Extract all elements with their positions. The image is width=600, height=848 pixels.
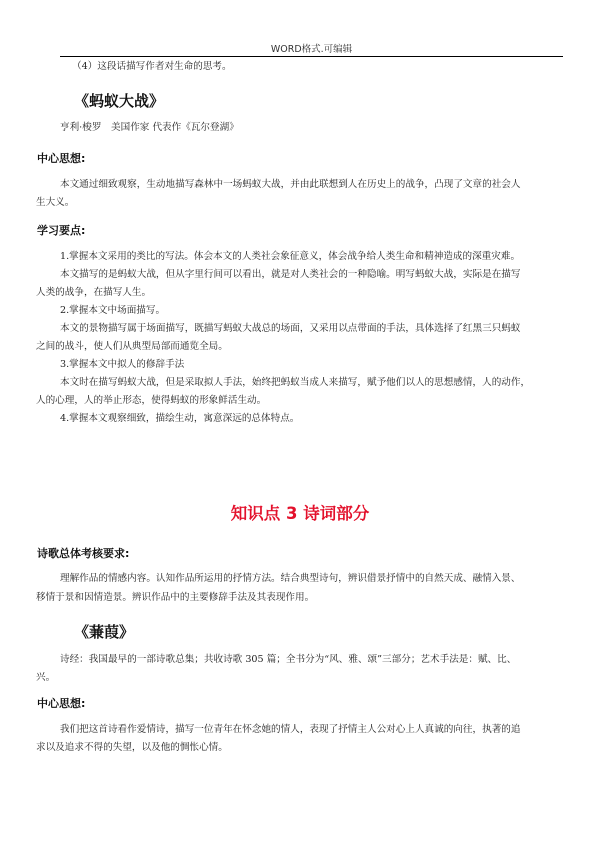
study-line-7: 3.掌握本文中拟人的修辞手法 bbox=[60, 359, 185, 370]
shijing-line-2: 兴。 bbox=[36, 672, 56, 683]
header-rule bbox=[60, 56, 563, 57]
jianjia-central-line-2: 求以及追求不得的失望，以及他的惆怅心情。 bbox=[36, 742, 228, 753]
study-line-5: 本文的景物描写属于场面描写，既描写蚂蚁大战总的场面，又采用以点带面的手法，具体选择了红黑三只蚂蚁 bbox=[60, 323, 521, 334]
study-line-9: 人的心理，人的举止形态，使得蚂蚁的形象鲜活生动。 bbox=[36, 395, 267, 406]
section-line-4: （4）这段话描写作者对生命的思考。 bbox=[72, 61, 232, 72]
study-line-4: 2.掌握本文中场面描写。 bbox=[60, 305, 166, 316]
study-line-1: 1.掌握本文采用的类比的写法。体会本文的人类社会象征意义，体会战争给人类生命和精神造成的深重灾难。 bbox=[60, 251, 521, 262]
study-line-10: 4.掌握本文观察细致，描绘生动，寓意深远的总体特点。 bbox=[60, 413, 300, 424]
ants-title: 《蚂蚁大战》 bbox=[74, 92, 165, 110]
ants-author: 亨利·梭罗 美国作家 代表作《瓦尔登湖》 bbox=[60, 122, 239, 133]
study-line-8: 本文时在描写蚂蚁大战，但是采取拟人手法，始终把蚂蚁当成人来描写，赋予他们以人的思想感情，人的动作， bbox=[60, 377, 531, 388]
jianjia-central-line-1: 我们把这首诗看作爱情诗，描写一位青年在怀念她的情人，表现了抒情主人公对心上人真诚的向往，执著的追 bbox=[60, 724, 521, 735]
page-header: WORD格式.可编辑 bbox=[270, 44, 353, 55]
ants-central-line-2: 生大义。 bbox=[36, 197, 75, 208]
study-line-2: 本文描写的是蚂蚁大战，但从字里行间可以看出，就是对人类社会的一种隐喻。明写蚂蚁大战，实际是在描写 bbox=[60, 269, 521, 280]
shijing-line-1: 诗经：我国最早的一部诗歌总集；共收诗歌 305 篇；全书分为“风、雅、颂”三部分；艺术手法是：赋、比、 bbox=[60, 654, 517, 665]
ants-central-heading: 中心思想: bbox=[37, 152, 86, 165]
poetry-requirements-heading: 诗歌总体考核要求: bbox=[37, 547, 130, 560]
study-line-3: 人类的战争，在描写人生。 bbox=[36, 287, 152, 298]
ants-study-heading: 学习要点: bbox=[37, 224, 86, 237]
ants-central-line-1: 本文通过细致观察，生动地描写森林中一场蚂蚁大战，并由此联想到人在历史上的战争，凸现了文章的社会人 bbox=[60, 179, 521, 190]
requirements-line-1: 理解作品的情感内容。认知作品所运用的抒情方法。结合典型诗句，辨识借景抒情中的自然天成、融情入景、 bbox=[60, 573, 521, 584]
jianjia-title: 《蒹葭》 bbox=[74, 623, 135, 641]
knowledge-point-3-title: 知识点 3 诗词部分 bbox=[230, 504, 370, 523]
jianjia-central-heading: 中心思想: bbox=[37, 697, 86, 710]
study-line-6: 之间的战斗，使人们从典型局部而通览全局。 bbox=[36, 341, 228, 352]
requirements-line-2: 移情于景和因情造景。辨识作品中的主要修辞手法及其表现作用。 bbox=[36, 592, 315, 603]
